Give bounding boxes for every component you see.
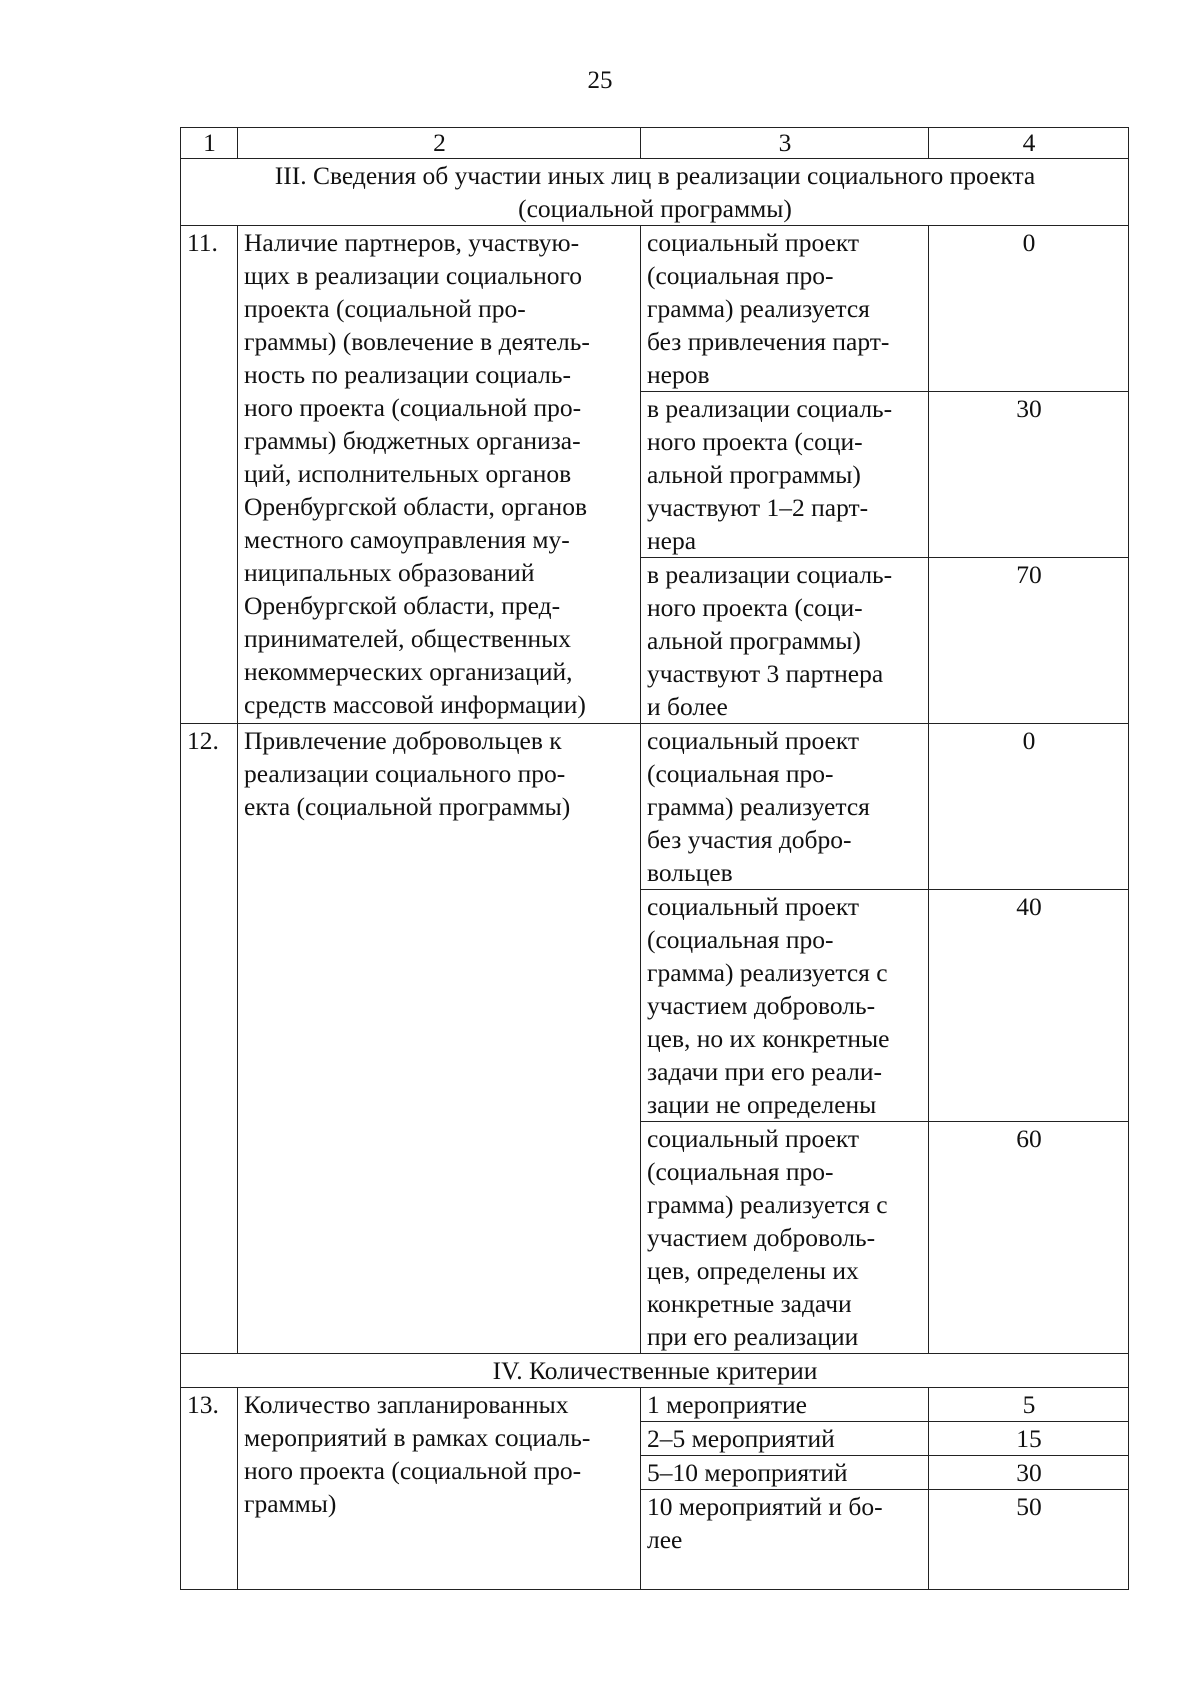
header-row bbox=[181, 128, 1129, 159]
row-number: 11. bbox=[181, 226, 238, 724]
option-score: 30 bbox=[929, 392, 1129, 558]
option-text: в реализации социаль- ного проекта (соци- альной программы) участвуют 1–2 парт- нера bbox=[641, 392, 929, 558]
option-score: 70 bbox=[929, 558, 1129, 724]
option-score: 60 bbox=[929, 1122, 1129, 1354]
option-score: 0 bbox=[929, 724, 1129, 890]
header-col-1: 1 bbox=[181, 128, 238, 159]
criterion-text: Наличие партнеров, участвую- щих в реализации социального проекта (социальной про- граммы) (вовлечение в деятель- ность по реализации социаль- ного проекта (социальной про- граммы) бюджетных организа- ций, исполнительных органов Оренбургской области, органов местного самоуправления му- ниципальных образований Оренбургской области, пред- принимателей, общественных некоммерческих организаций, средств массовой информации) bbox=[238, 226, 641, 724]
option-text: социальный проект (социальная про- грамма) реализуется без привлечения парт- неров bbox=[641, 226, 929, 392]
row-number: 13. bbox=[181, 1388, 238, 1590]
header-col-4: 4 bbox=[929, 128, 1129, 159]
option-score: 50 bbox=[929, 1490, 1129, 1590]
row-number: 12. bbox=[181, 724, 238, 1354]
table-row bbox=[181, 724, 1129, 890]
option-text: в реализации социаль- ного проекта (соци- альной программы) участвуют 3 партнера и более bbox=[641, 558, 929, 724]
section-4-row bbox=[181, 1354, 1129, 1388]
option-text: социальный проект (социальная про- грамма) реализуется с участием доброволь- цев, определены их конкретные задачи при его реализации bbox=[641, 1122, 929, 1354]
table-row bbox=[181, 226, 1129, 392]
criteria-table bbox=[180, 127, 1129, 1590]
option-score: 30 bbox=[929, 1456, 1129, 1490]
option-score: 0 bbox=[929, 226, 1129, 392]
option-score: 15 bbox=[929, 1422, 1129, 1456]
option-score: 40 bbox=[929, 890, 1129, 1122]
option-text: 10 мероприятий и бо- лее bbox=[641, 1490, 929, 1590]
option-text: 5–10 мероприятий bbox=[641, 1456, 929, 1490]
header-col-2: 2 bbox=[238, 128, 641, 159]
section-3-title: III. Сведения об участии иных лиц в реализации социального проекта (социальной программы) bbox=[181, 159, 1129, 226]
criterion-text: Количество запланированных мероприятий в рамках социаль- ного проекта (социальной про- граммы) bbox=[238, 1388, 641, 1590]
header-col-3: 3 bbox=[641, 128, 929, 159]
section-4-title: IV. Количественные критерии bbox=[181, 1354, 1129, 1388]
page-number: 25 bbox=[587, 67, 613, 94]
option-text: социальный проект (социальная про- грамма) реализуется без участия добро- вольцев bbox=[641, 724, 929, 890]
option-text: социальный проект (социальная про- грамма) реализуется с участием доброволь- цев, но их конкретные задачи при его реали- зации не определены bbox=[641, 890, 929, 1122]
option-text: 1 мероприятие bbox=[641, 1388, 929, 1422]
section-3-row bbox=[181, 159, 1129, 226]
option-score: 5 bbox=[929, 1388, 1129, 1422]
criterion-text: Привлечение добровольцев к реализации социального про- екта (социальной программы) bbox=[238, 724, 641, 1354]
option-text: 2–5 мероприятий bbox=[641, 1422, 929, 1456]
table-row bbox=[181, 1388, 1129, 1422]
